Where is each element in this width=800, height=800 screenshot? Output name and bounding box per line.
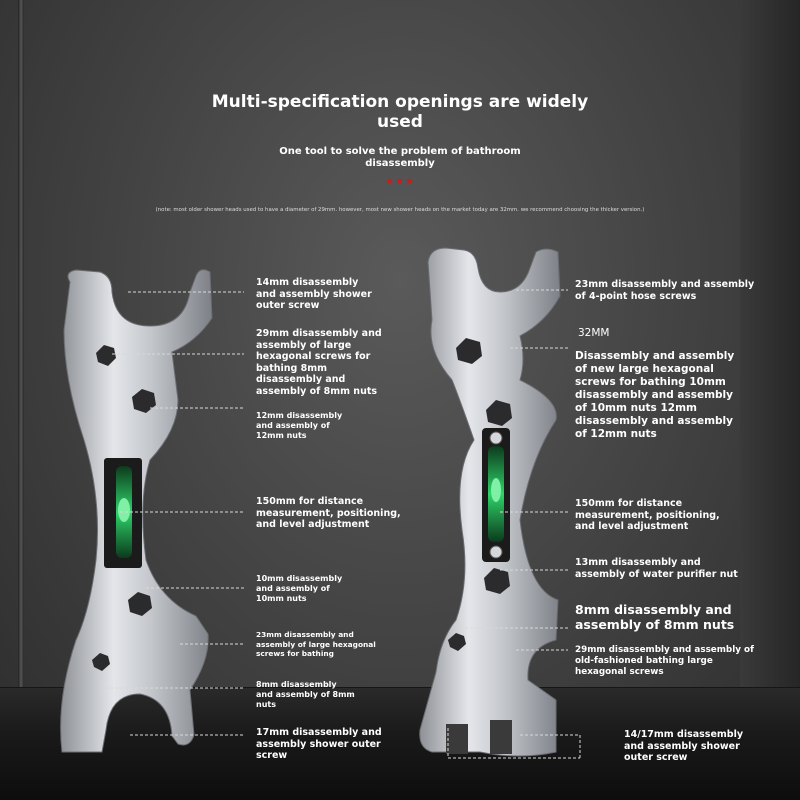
right-label-29mm: 29mm disassembly and assembly of old-fashioned bathing large hexagonal screws (575, 645, 754, 677)
left-label-12mm: 12mm disassembly and assembly of 12mm nuts (256, 411, 343, 440)
left-label-23mm: 23mm disassembly and assembly of large hexagonal screws for bathing (256, 630, 376, 659)
right-jaw-slot-2 (490, 720, 512, 754)
right-label-13mm: 13mm disassembly and assembly of water purifier nut (575, 557, 738, 580)
page-title: Multi-specification openings are widely used (211, 92, 589, 132)
right-label-8mm: 8mm disassembly and assembly of 8mm nuts (575, 602, 735, 632)
left-wrench (61, 270, 212, 752)
page-subtitle: One tool to solve the problem of bathroom disassembly (279, 146, 521, 169)
right-label-large-hex: Disassembly and assembly of new large hexagonal screws for bathing 10mm disassembly and assembly of 10mm nuts 12mm disassembly and assembly of 12mm nuts (575, 350, 735, 440)
star-decoration: ★★★ (385, 176, 415, 187)
left-label-150mm: 150mm for distance measurement, positioning, and level adjustment (256, 496, 401, 530)
right-wrench (420, 248, 560, 756)
right-size-label: 32MM (578, 327, 610, 339)
left-label-17mm: 17mm disassembly and assembly shower outer screw (256, 727, 382, 761)
left-label-14mm: 14mm disassembly and assembly shower outer screw (256, 277, 372, 311)
right-label-23mm: 23mm disassembly and assembly of 4-point hose screws (575, 279, 755, 302)
right-label-14-17mm: 14/17mm disassembly and assembly shower outer screw (624, 729, 744, 763)
right-jaw-slot-1 (446, 724, 468, 754)
left-label-29mm: 29mm disassembly and assembly of large hexagonal screws for bathing 8mm disassembly and assembly of 8mm nuts (256, 328, 382, 397)
left-label-10mm: 10mm disassembly and assembly of 10mm nuts (256, 574, 343, 603)
right-label-150mm: 150mm for distance measurement, positioning, and level adjustment (575, 498, 720, 532)
diameter-note: (note: most older shower heads used to have a diameter of 29mm. however, most new shower heads on the market today are 32mm. we recommend choosing the thicker version.) (155, 207, 645, 213)
left-label-8mm: 8mm disassembly and assembly of 8mm nuts (256, 680, 355, 709)
